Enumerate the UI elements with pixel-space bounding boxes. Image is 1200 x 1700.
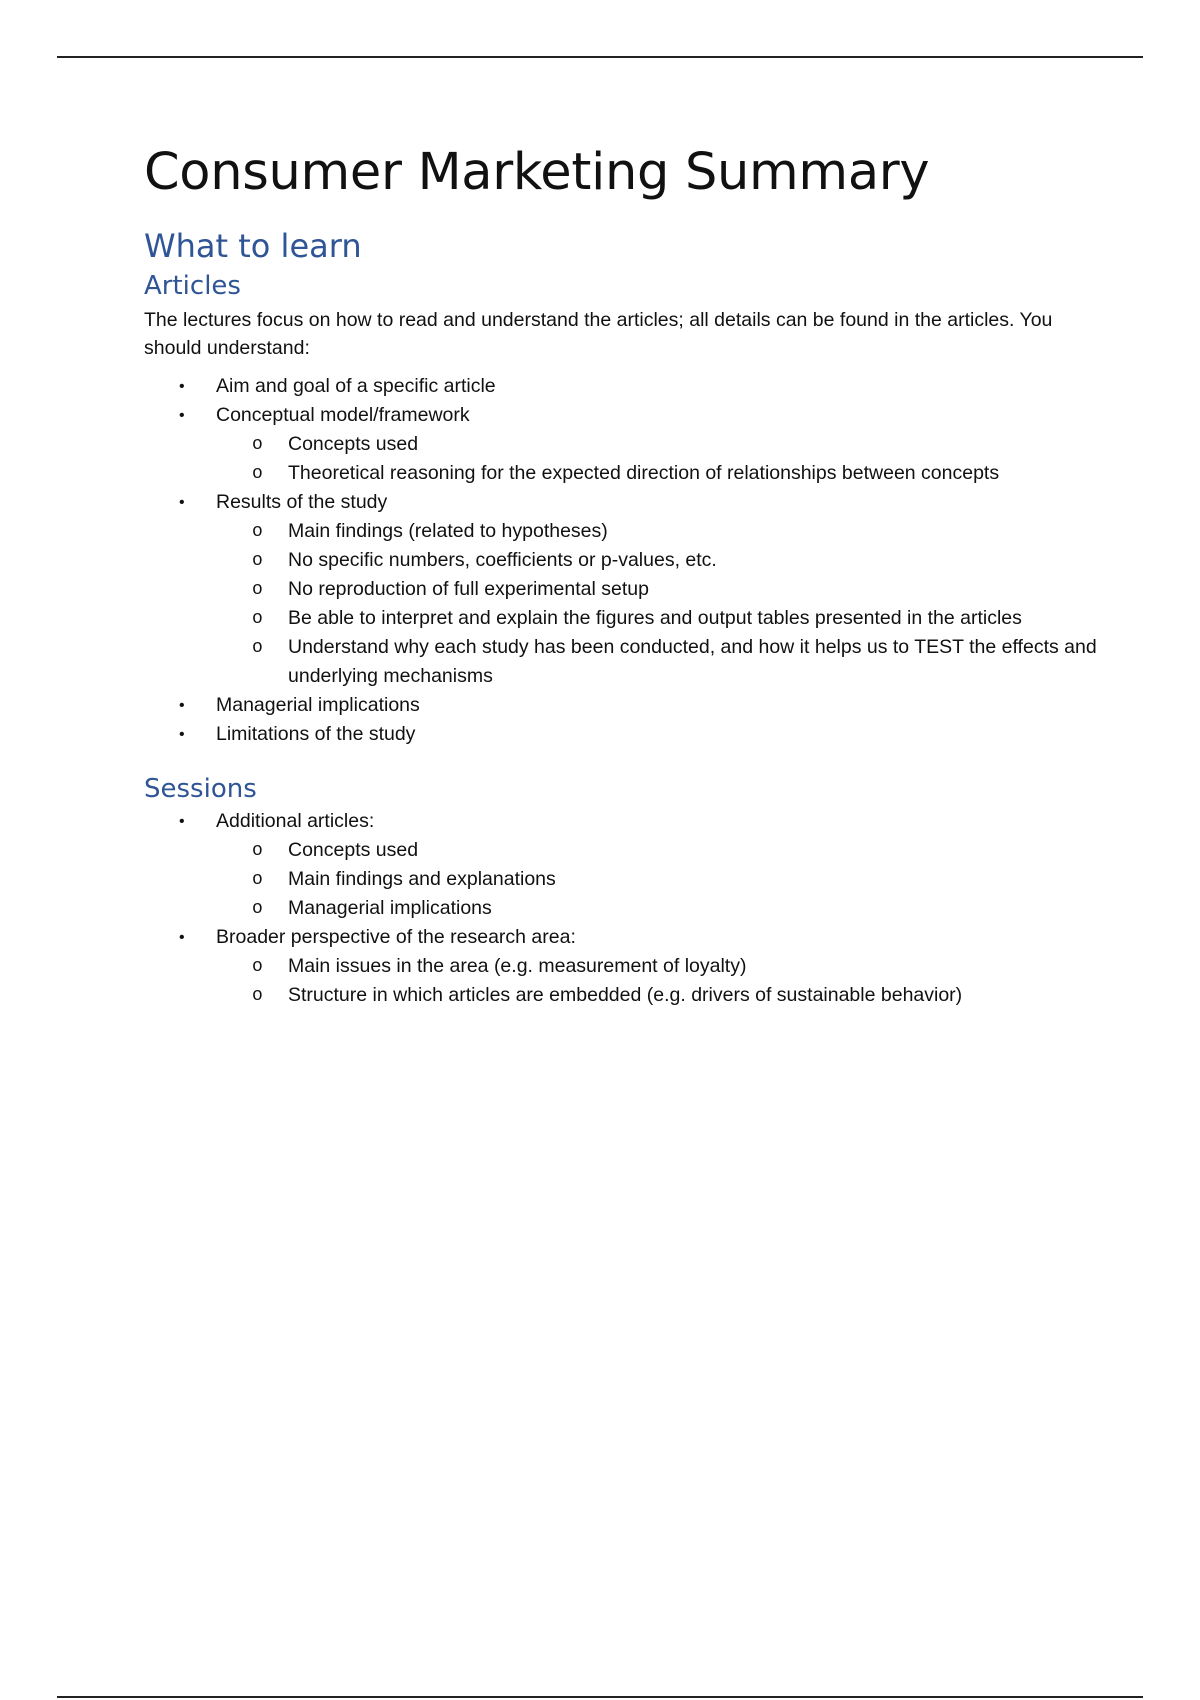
list-item bbox=[144, 488, 1104, 691]
sessions-list bbox=[144, 807, 1104, 1010]
sub-list-item bbox=[216, 575, 1104, 604]
document-title: Consumer Marketing Summary bbox=[144, 143, 930, 202]
list-item-text: Limitations of the study bbox=[216, 723, 416, 745]
bullet-marker: • bbox=[179, 726, 185, 743]
sub-list-item-text: Understand why each study has been conducted, and how it helps us to TEST the effects and underlying mechanisms bbox=[288, 636, 1097, 687]
subheading-sessions: Sessions bbox=[144, 774, 257, 804]
sub-list bbox=[216, 952, 1104, 1010]
list-item-text: Aim and goal of a specific article bbox=[216, 375, 496, 397]
bullet-marker: • bbox=[179, 494, 185, 511]
sub-bullet-marker: o bbox=[252, 580, 263, 600]
subheading-articles: Articles bbox=[144, 271, 241, 301]
list-item bbox=[144, 807, 1104, 923]
bullet-marker: • bbox=[179, 697, 185, 714]
sub-list-item-text: Managerial implications bbox=[288, 897, 492, 919]
sub-list-item bbox=[216, 430, 1104, 459]
sub-list-item-text: Main findings (related to hypotheses) bbox=[288, 520, 608, 542]
sub-bullet-marker: o bbox=[252, 957, 263, 977]
sub-bullet-marker: o bbox=[252, 638, 263, 658]
bullet-marker: • bbox=[179, 929, 185, 946]
list-item bbox=[144, 691, 1104, 720]
document-body bbox=[144, 138, 1104, 1010]
sub-list-item-text: Be able to interpret and explain the figures and output tables presented in the articles bbox=[288, 607, 1022, 629]
sub-list-item bbox=[216, 952, 1104, 981]
top-rule bbox=[57, 56, 1143, 58]
sub-list-item-text: Main findings and explanations bbox=[288, 868, 556, 890]
sub-bullet-marker: o bbox=[252, 841, 263, 861]
sub-bullet-marker: o bbox=[252, 464, 263, 484]
articles-intro: The lectures focus on how to read and understand the articles; all details can be found in the articles. You should understand: bbox=[144, 309, 1053, 359]
bullet-marker: • bbox=[179, 407, 185, 424]
list-item-text: Results of the study bbox=[216, 491, 388, 513]
sub-list-item-text: Theoretical reasoning for the expected direction of relationships between concepts bbox=[288, 462, 1000, 484]
sub-list-item bbox=[216, 981, 1104, 1010]
list-item bbox=[144, 372, 1104, 401]
sub-list-item bbox=[216, 604, 1104, 633]
bullet-marker: • bbox=[179, 378, 185, 395]
section-heading-what-to-learn: What to learn bbox=[144, 227, 362, 265]
list-item-text: Broader perspective of the research area: bbox=[216, 926, 576, 948]
articles-list bbox=[144, 372, 1104, 749]
sub-list-item-text: Main issues in the area (e.g. measurement of loyalty) bbox=[288, 955, 747, 977]
sub-list bbox=[216, 836, 1104, 923]
sub-list-item bbox=[216, 836, 1104, 865]
sub-bullet-marker: o bbox=[252, 899, 263, 919]
list-item-text: Additional articles: bbox=[216, 810, 375, 832]
sub-bullet-marker: o bbox=[252, 986, 263, 1006]
sub-list-item bbox=[216, 894, 1104, 923]
sub-bullet-marker: o bbox=[252, 870, 263, 890]
bottom-rule bbox=[57, 1696, 1143, 1698]
sub-list-item-text: No reproduction of full experimental setup bbox=[288, 578, 649, 600]
sub-list-item-text: Concepts used bbox=[288, 839, 419, 861]
list-item bbox=[144, 401, 1104, 488]
list-item bbox=[144, 923, 1104, 1010]
bullet-marker: • bbox=[179, 813, 185, 830]
sub-bullet-marker: o bbox=[252, 435, 263, 455]
sub-list-item bbox=[216, 865, 1104, 894]
sub-list-item-text: Concepts used bbox=[288, 433, 419, 455]
list-item-text: Conceptual model/framework bbox=[216, 404, 470, 426]
sub-list-item-text: Structure in which articles are embedded (e.g. drivers of sustainable behavior) bbox=[288, 984, 963, 1006]
sub-list-item-text: No specific numbers, coefficients or p-values, etc. bbox=[288, 549, 717, 571]
sub-list-item bbox=[216, 633, 1104, 691]
sub-list bbox=[216, 517, 1104, 691]
sub-list-item bbox=[216, 459, 1104, 488]
sub-bullet-marker: o bbox=[252, 609, 263, 629]
sub-list-item bbox=[216, 546, 1104, 575]
sub-bullet-marker: o bbox=[252, 551, 263, 571]
sub-list bbox=[216, 430, 1104, 488]
list-item-text: Managerial implications bbox=[216, 694, 420, 716]
list-item bbox=[144, 720, 1104, 749]
sub-bullet-marker: o bbox=[252, 522, 263, 542]
sub-list-item bbox=[216, 517, 1104, 546]
